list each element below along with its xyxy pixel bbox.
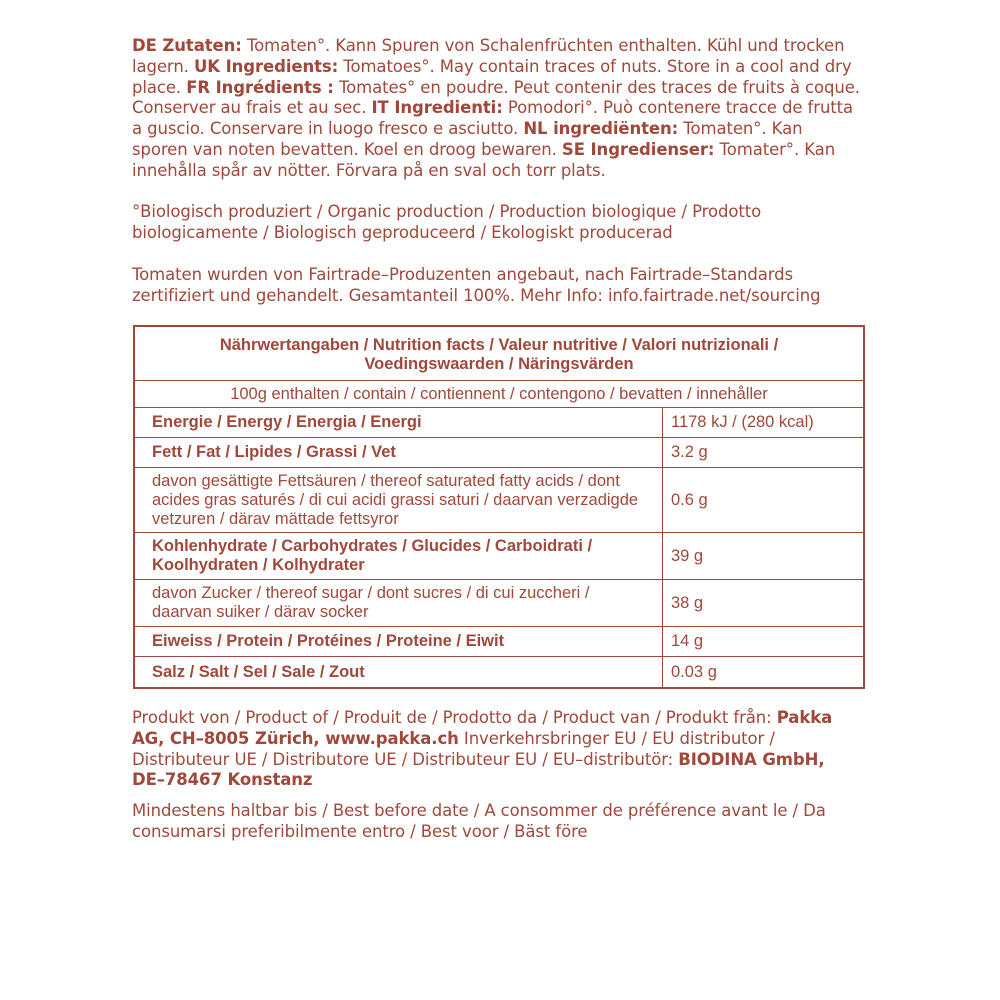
ingredients-de-label: DE Zutaten: [132,36,242,55]
nutrient-name: Kohlenhydrate / Carbohydrates / Glucides / Carboidrati / Koolhydraten / Kolhydrater [135,533,663,579]
nutrition-row-fat [135,438,863,468]
nutrient-name: Eiweiss / Protein / Protéines / Proteine / Eiwit [135,627,663,656]
ingredients-de-text: Tomaten°. Kann Spuren von Schalenfrüchten enthalten. Kühl und trocken lagern. [132,36,845,76]
ingredients-nl-text: Tomaten°. Kan sporen van noten bevatten. Koel en droog bewaren. [132,119,803,159]
ingredients-fr-text: Tomates° en poudre. Peut contenir des traces de fruits à coque. Conserver au frais et au sec. [132,77,860,118]
nutrition-row-sugar [135,580,863,627]
distributor-label: Inverkehrsbringer EU / EU distributor / Distributeur UE / Distributore UE / Distributeur EU / EU–distributör: [132,728,775,769]
nutrient-value: 39 g [671,546,704,565]
nutrient-name: davon Zucker / thereof sugar / dont sucres / di cui zuccheri / daarvan suiker / därav socker [135,580,663,626]
best-before-note: Mindestens haltbar bis / Best before date / A consommer de préférence avant le / Da consumarsi preferibilmente entro / Best voor / Bäst före [132,801,826,841]
nutrition-row-saturated-fat [135,468,863,533]
fairtrade-note: Tomaten wurden von Fairtrade–Produzenten angebaut, nach Fairtrade–Standards zertifiziert und gehandelt. Gesamtanteil 100%. Mehr Info: info.fairtrade.net/sourcing [132,265,821,305]
nutrient-name: Energie / Energy / Energia / Energi [135,408,663,437]
producer-info [132,708,862,791]
nutrient-name: Fett / Fat / Lipides / Grassi / Vet [135,438,663,467]
ingredients-se-text: Tomater°. Kan innehålla spår av nötter. Förvara på en sval och torr plats. [132,139,836,180]
nutrient-value: 14 g [671,632,704,650]
nutrition-table-subheader: 100g enthalten / contain / contiennent / contengono / bevatten / innehåller [135,381,863,408]
distributor-name: BIODINA GmbH, DE–78467 Konstanz [132,749,825,790]
nutrient-value: 38 g [671,593,704,612]
ingredients-it-text: Pomodori°. Può contenere tracce de frutta a guscio. Conservare in luogo fresco e asciutto. [132,98,854,139]
nutrient-value: 0.6 g [671,490,708,509]
nutrient-name: Salz / Salt / Sel / Sale / Zout [135,657,663,687]
ingredients-uk-label: UK Ingredients: [193,56,339,76]
nutrient-value: 1178 kJ / (280 kcal) [671,413,814,431]
nutrition-row-protein [135,627,863,657]
ingredients-it-label: IT Ingredienti: [371,98,503,118]
ingredients-fr-label: FR Ingrédients : [186,77,334,97]
producer-label: Produkt von / Product of / Produit de / Prodotto da / Product van / Produkt från: [132,708,777,727]
nutrient-name: davon gesättigte Fettsäuren / thereof saturated fatty acids / dont acides gras saturés / di cui acidi grassi saturi / daarvan verzadigde vetzuren / därav mättade fettsyror [135,468,663,532]
nutrition-row-carbohydrates [135,533,863,580]
ingredients-paragraph [132,36,862,182]
producer-name: Pakka AG, CH–8005 Zürich, www.pakka.ch [132,708,833,748]
nutrition-row-energy [135,408,863,438]
ingredients-uk-text: Tomatoes°. May contain traces of nuts. Store in a cool and dry place. [132,56,852,97]
nutrition-row-salt [135,657,863,687]
ingredients-nl-label: NL ingrediënten: [523,119,679,139]
nutrition-table [133,325,865,689]
nutrient-value: 0.03 g [671,662,717,681]
nutrient-value: 3.2 g [671,443,708,461]
nutrition-table-header: Nährwertangaben / Nutrition facts / Valeur nutritive / Valori nutrizionali / Voedingswaarden / Näringsvärden [135,327,863,381]
ingredients-se-label: SE Ingredienser: [561,139,715,159]
organic-note: °Biologisch produziert / Organic production / Production biologique / Prodotto biologicamente / Biologisch geproduceerd / Ekologiskt producerad [132,202,762,242]
